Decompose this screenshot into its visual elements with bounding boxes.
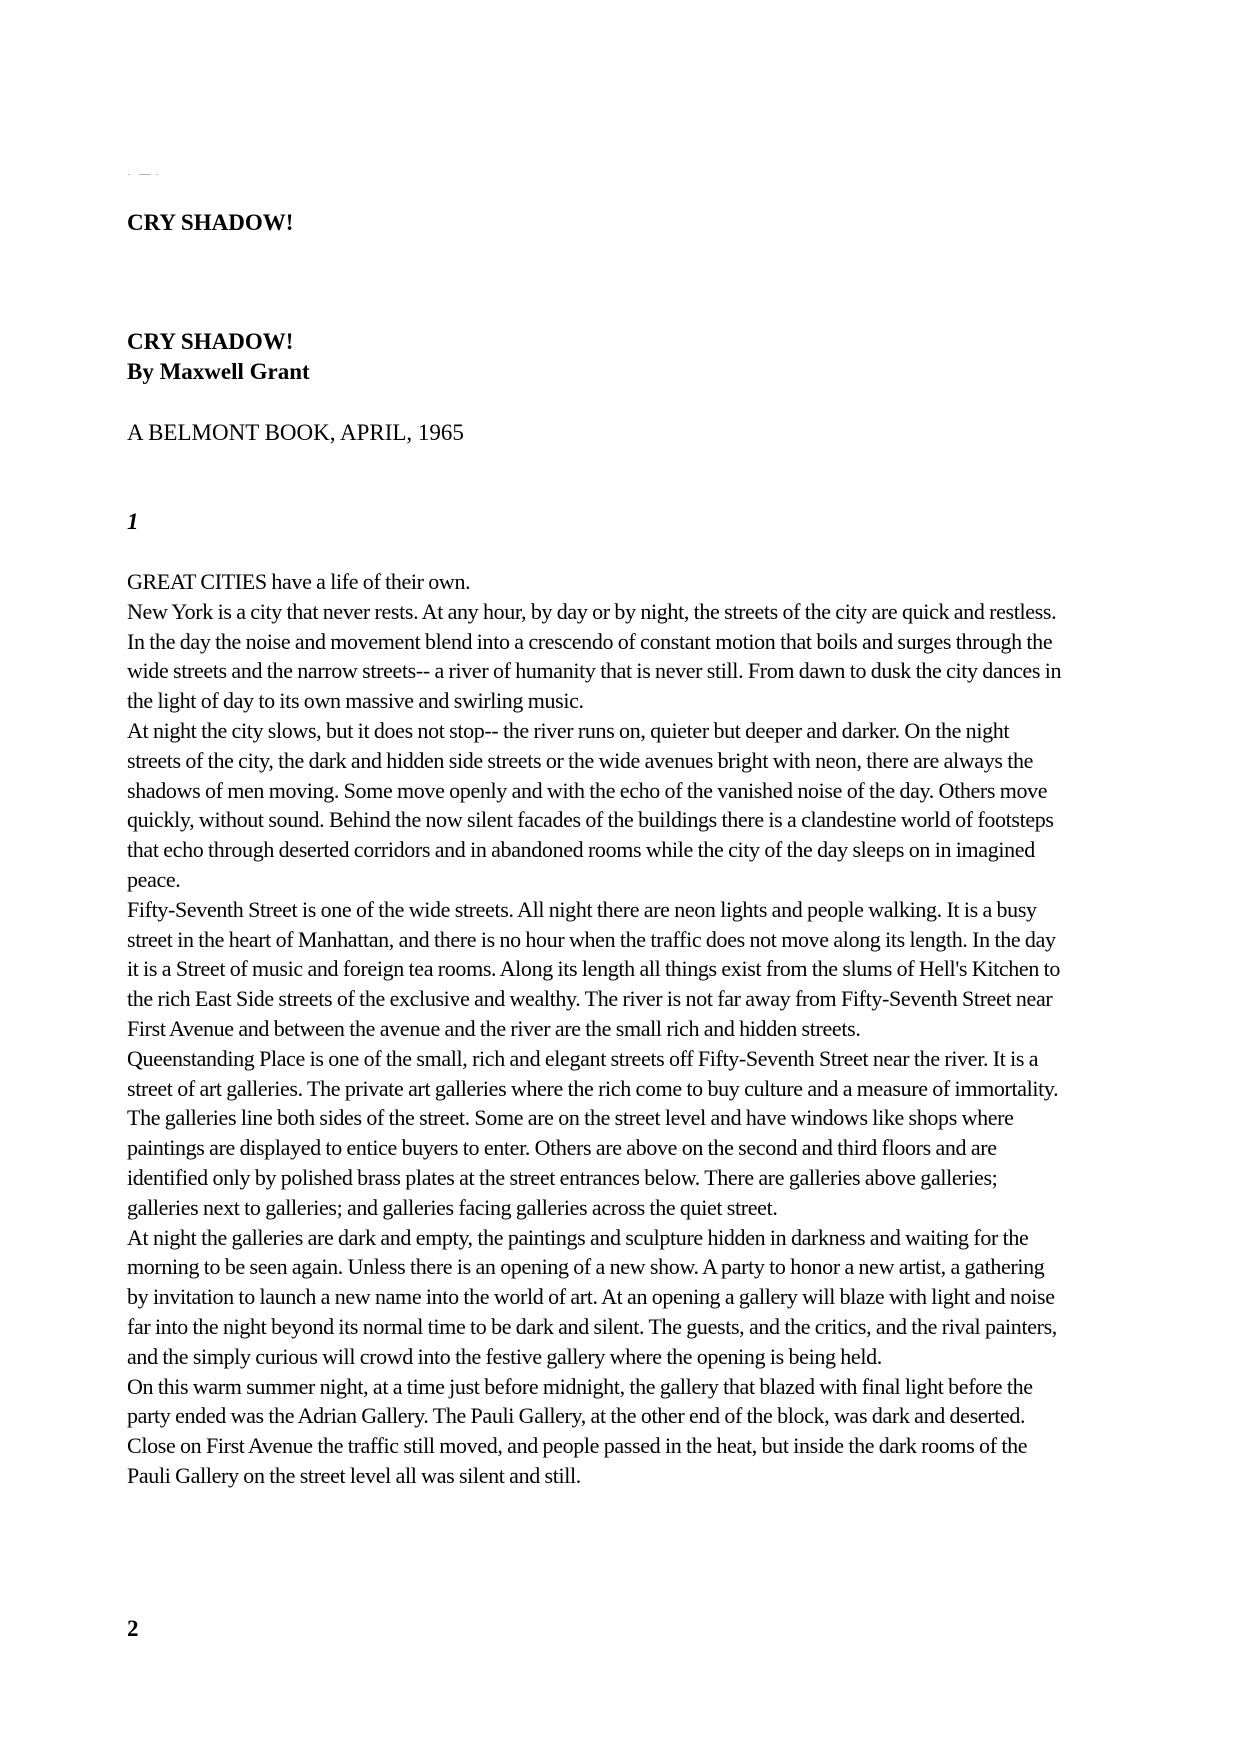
header-title: CRY SHADOW! [127,210,294,235]
page-number: 2 [127,1616,139,1641]
paragraph: Fifty-Seventh Street is one of the wide streets. All night there are neon lights and people walking. It is a busy street in the heart of Manhattan, and there is no hour when the traffic does not move along its length. In the day it is a Street of music and foreign tea rooms. Along its length all things exist from the slums of Hell's Kitchen to the rich East Side streets of the exclusive and wealthy. The river is not far away from Fifty-Seventh Street near First Avenue and between the avenue and the river are the small rich and hidden streets. [127,896,1061,1041]
chapter-number: 1 [127,509,139,534]
paragraph: New York is a city that never rests. At any hour, by day or by night, the streets of the city are quick and restless. In the day the noise and movement blend into a crescendo of constant motion that boils and surges through the wide streets and the narrow streets-- a river of humanity that is never still. From dawn to dusk the city dances in the light of day to its own massive and swirling music. [127,598,1062,714]
chapter-body [127,567,1067,1491]
scan-artifact [127,172,177,178]
paragraph: At night the galleries are dark and empty, the paintings and sculpture hidden in darkness and waiting for the morning to be seen again. Unless there is an opening of a new show. A party to honor a new artist, a gathering by invitation to launch a new name into the world of art. At an opening a gallery will blaze with light and noise far into the night beyond its normal time to be dark and silent. The guests, and the critics, and the rival painters, and the simply curious will crowd into the festive gallery where the opening is being held. [127,1224,1057,1369]
book-title: CRY SHADOW! [127,329,294,354]
author-byline: By Maxwell Grant [127,359,310,384]
paragraph: On this warm summer night, at a time just before midnight, the gallery that blazed with final light before the party ended was the Adrian Gallery. The Pauli Gallery, at the other end of the block, was dark and deserted. Close on First Avenue the traffic still moved, and people passed in the heat, but inside the dark rooms of the Pauli Gallery on the street level all was silent and still. [127,1373,1033,1488]
paragraph: GREAT CITIES have a life of their own. [127,569,471,594]
title-block [127,327,310,387]
paragraph: At night the city slows, but it does not stop-- the river runs on, quieter but deeper and darker. On the night streets of the city, the dark and hidden side streets or the wide avenues bright with neon, there are always the shadows of men moving. Some move openly and with the echo of the vanished noise of the day. Others move quickly, without sound. Behind the now silent facades of the buildings there is a clandestine world of footsteps that echo through deserted corridors and in abandoned rooms while the city of the day sleeps on in imagined peace. [127,717,1054,892]
paragraph: Queenstanding Place is one of the small, rich and elegant streets off Fifty-Seventh Street near the river. It is a street of art galleries. The private art galleries where the rich come to buy culture and a measure of immortality. The galleries line both sides of the street. Some are on the street level and have windows like shops where paintings are displayed to entice buyers to enter. Others are above on the second and third floors and are identified only by polished brass plates at the street entrances below. There are galleries above galleries; galleries next to galleries; and galleries facing galleries across the quiet street. [127,1045,1059,1220]
publisher-line: A BELMONT BOOK, APRIL, 1965 [127,420,464,445]
